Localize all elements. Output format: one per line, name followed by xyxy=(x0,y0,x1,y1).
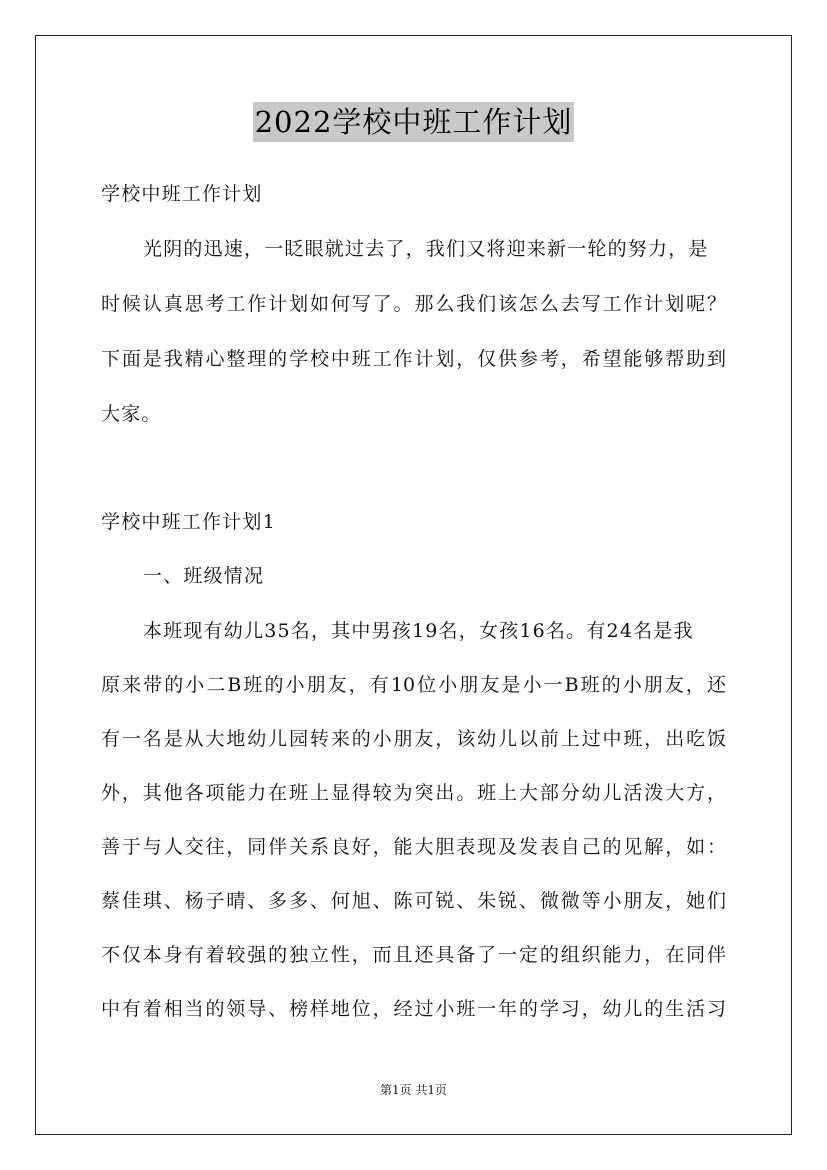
body-line-3: 有一名是从大地幼儿园转来的小朋友，该幼儿以前上过中班，出吃饭 xyxy=(101,728,726,750)
body-line-8: 中有着相当的领导、榜样地位，经过小班一年的学习，幼儿的生活习 xyxy=(101,998,726,1020)
intro-line-1: 光阴的迅速，一眨眼就过去了，我们又将迎来新一轮的努力，是 xyxy=(143,238,709,260)
body-line-7: 不仅本身有着较强的独立性，而且还具备了一定的组织能力，在同伴 xyxy=(101,944,726,966)
body-line-5: 善于与人交往，同伴关系良好，能大胆表现及发表自己的见解，如： xyxy=(101,836,726,858)
page-footer: 第1页 共1页 xyxy=(379,1083,448,1097)
section-heading: 一、班级情况 xyxy=(143,565,265,587)
body-line-1: 本班现有幼儿35名，其中男孩19名，女孩16名。有24名是我 xyxy=(143,620,694,642)
document-title: 2022学校中班工作计划 xyxy=(253,102,575,142)
intro-line-3: 下面是我精心整理的学校中班工作计划，仅供参考，希望能够帮助到 xyxy=(101,348,726,370)
intro-line-2: 时候认真思考工作计划如何写了。那么我们该怎么去写工作计划呢？ xyxy=(101,293,726,315)
body-line-6: 蔡佳琪、杨子晴、多多、何旭、陈可锐、朱锐、微微等小朋友，她们 xyxy=(101,890,726,912)
title-container xyxy=(0,102,827,142)
body-line-4: 外，其他各项能力在班上显得较为突出。班上大部分幼儿活泼大方， xyxy=(101,782,726,804)
intro-line-4: 大家。 xyxy=(101,403,162,425)
body-line-2: 原来带的小二B班的小朋友，有10位小朋友是小一B班的小朋友，还 xyxy=(101,674,726,696)
document-subtitle: 学校中班工作计划 xyxy=(101,183,263,205)
section-title: 学校中班工作计划1 xyxy=(101,511,276,533)
